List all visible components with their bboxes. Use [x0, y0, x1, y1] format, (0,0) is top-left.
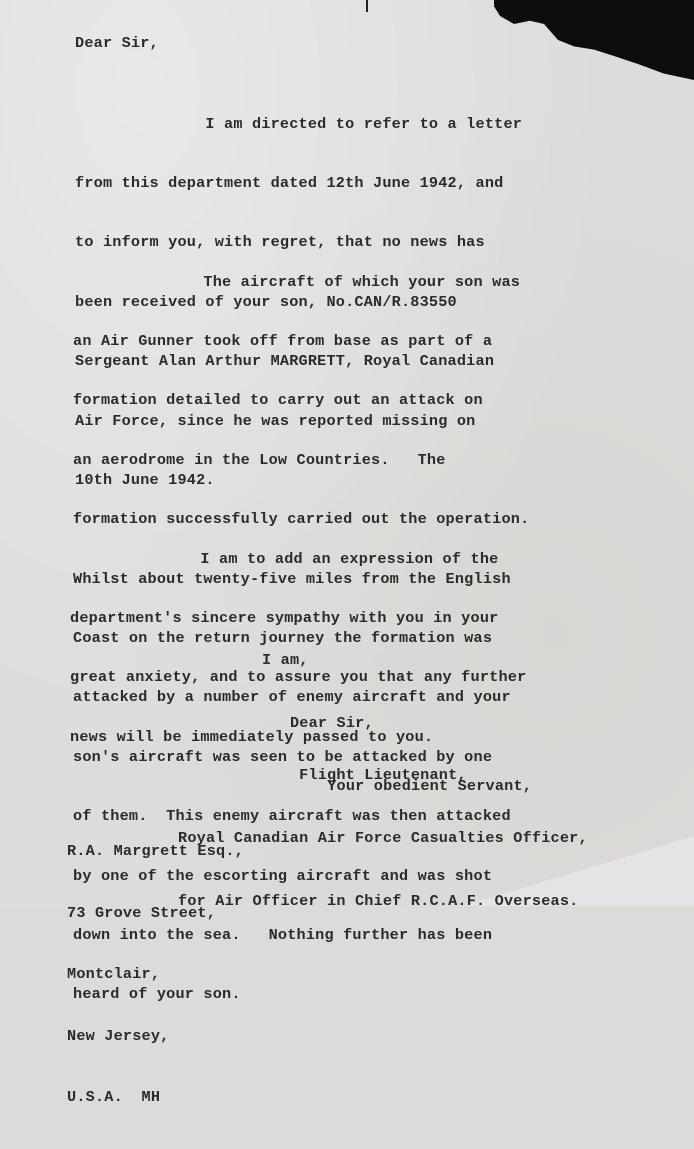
recipient-address — [67, 800, 244, 1149]
text-line: to inform you, with regret, that no news has — [75, 233, 485, 252]
edge-mark — [366, 0, 368, 12]
text-line: I am directed to refer to a letter — [75, 114, 523, 133]
signature-authority: for Air Officer in Chief R.C.A.F. Overseas. — [178, 892, 579, 910]
text-line: news will be immediately passed to you. — [70, 727, 434, 746]
text-line: I am to add an expression of the — [70, 549, 499, 568]
text-line: of them. This enemy aircraft was then attacked — [73, 807, 511, 826]
address-line: 73 Grove Street, — [67, 903, 217, 922]
text-line: attacked by a number of enemy aircraft and your — [73, 688, 511, 707]
text-line: Your obedient Servant, — [262, 777, 533, 795]
text-line: formation detailed to carry out an attack on — [73, 391, 483, 410]
text-line: department's sincere sympathy with you in your — [70, 608, 499, 627]
text-line: down into the sea. Nothing further has been — [73, 925, 493, 944]
torn-corner — [494, 0, 694, 80]
text-line: Coast on the return journey the formation was — [73, 628, 493, 647]
text-line: Air Force, since he was reported missing on — [75, 411, 476, 430]
text-line: son's aircraft was seen to be attacked by one — [73, 747, 493, 766]
text-line: formation successfully carried out the operation. — [73, 510, 530, 529]
text-line: from this department dated 12th June 1942, and — [75, 173, 504, 192]
text-line: an aerodrome in the Low Countries. The — [73, 450, 446, 469]
text-line: The aircraft of which your son was — [73, 272, 521, 291]
address-line: New Jersey, — [67, 1026, 170, 1045]
text-line: 10th June 1942. — [75, 470, 215, 489]
text-line: by one of the escorting aircraft and was shot — [73, 866, 493, 885]
address-line: U.S.A. MH — [67, 1088, 161, 1106]
salutation: Dear Sir, — [75, 34, 159, 52]
text-line: I am, — [262, 651, 309, 669]
text-line: Dear Sir, — [262, 714, 374, 732]
text-line: an Air Gunner took off from base as part of a — [73, 331, 493, 350]
text-line: Sergeant Alan Arthur MARGRETT, Royal Canadian — [75, 352, 495, 371]
address-line: R.A. Margrett Esq., — [67, 842, 244, 860]
text-line: been received of your son, No.CAN/R.83550 — [75, 292, 457, 311]
text-line: great anxiety, and to assure you that any further — [70, 668, 527, 687]
text-line: heard of your son. — [73, 985, 241, 1004]
text-line: Whilst about twenty-five miles from the English — [73, 569, 511, 588]
signature-office: Royal Canadian Air Force Casualties Officer, — [178, 829, 588, 847]
signature-title: Flight Lieutenant, — [178, 766, 467, 784]
address-line: Montclair, — [67, 965, 161, 983]
